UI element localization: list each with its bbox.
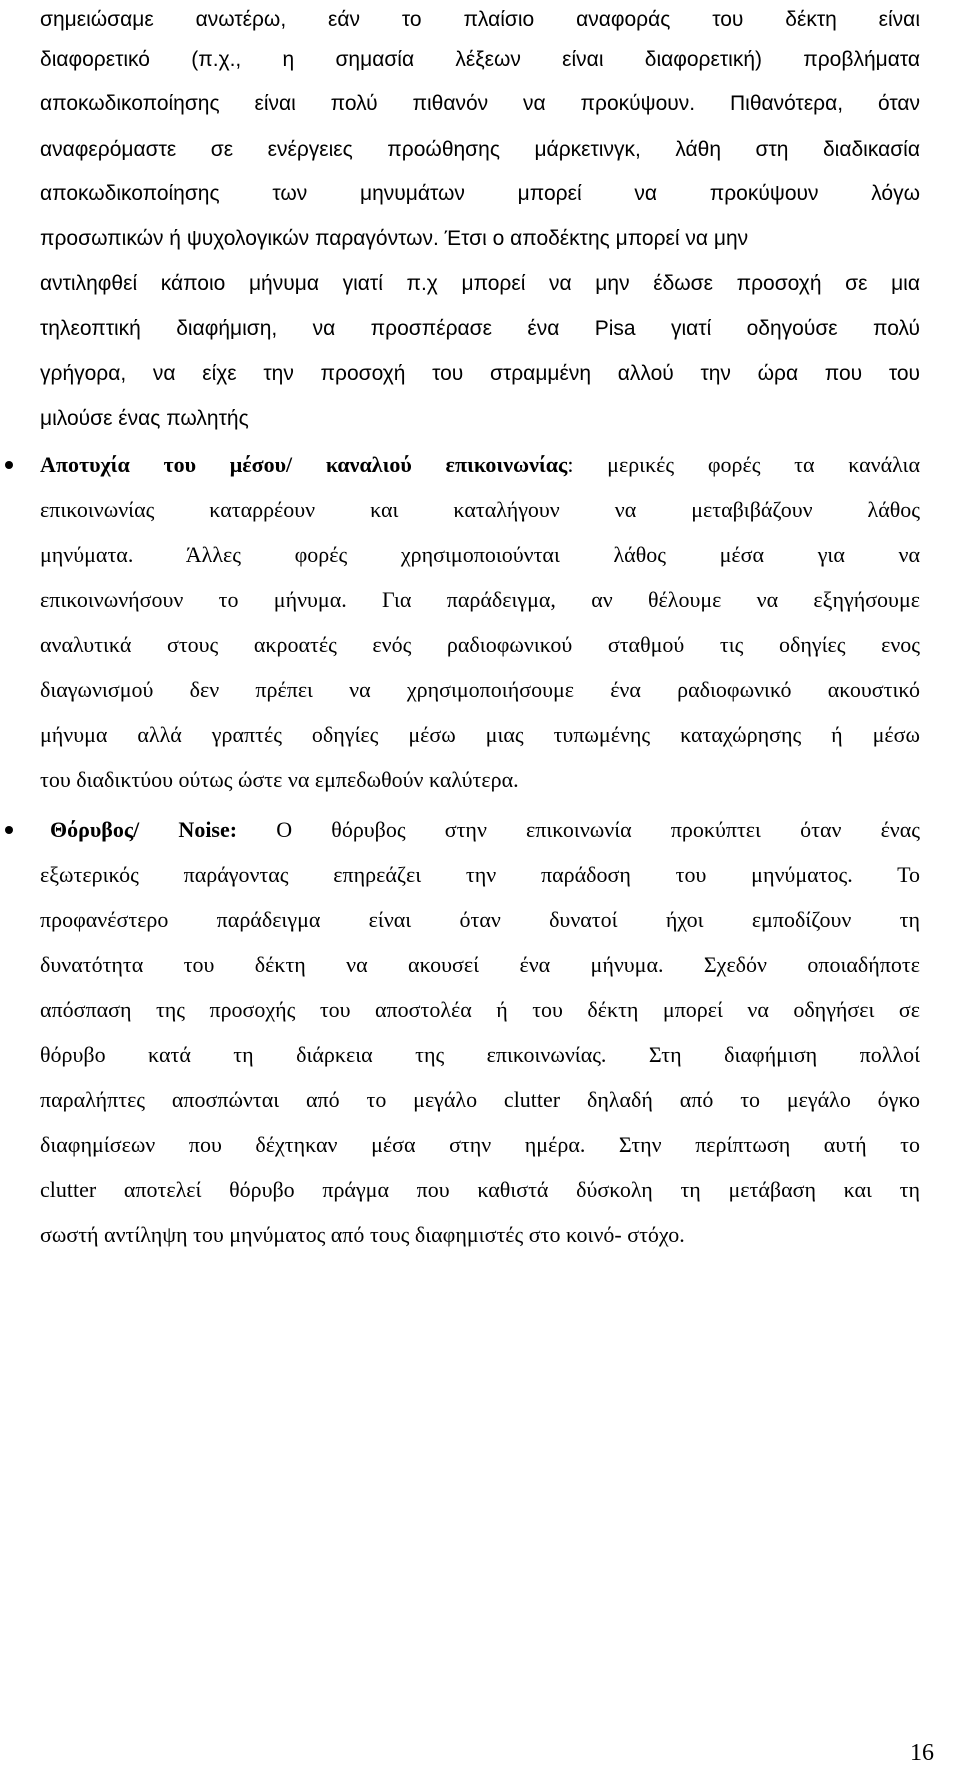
text-line: τηλεοπτική διαφήμιση, να προσπέρασε ένα Pisa γιατί οδηγούσε πολύ: [40, 317, 920, 340]
text-line: προσωπικών ή ψυχολογικών παραγόντων. Έτσι ο αποδέκτης μπορεί να μην: [40, 227, 749, 250]
bullet-heading: Αποτυχία του μέσου/ καναλιού επικοινωνίας: [40, 452, 568, 477]
text-line: αναφερόμαστε σε ενέργειες προώθησης μάρκετινγκ, λάθη στη διαδικασία: [40, 138, 920, 161]
text-line: θόρυβο κατά τη διάρκεια της επικοινωνίας. Στη διαφήμιση πολλοί: [40, 1042, 920, 1067]
text-line: σημειώσαμε ανωτέρω, εάν το πλαίσιο αναφοράς του δέκτη είναι: [40, 8, 920, 31]
bullet-heading-continuation: : μερικές φορές τα κανάλια: [567, 452, 920, 477]
text-line: αναλυτικά στους ακροατές ενός ραδιοφωνικού σταθμού τις οδηγίες ενος: [40, 632, 920, 657]
text-line: αντιληφθεί κάποιο μήνυμα γιατί π.χ μπορεί να μην έδωσε προσοχή σε μια: [40, 272, 920, 295]
page-number: 16: [910, 1740, 934, 1766]
text-line: επικοινωνίας καταρρέουν και καταλήγουν να μεταβιβάζουν λάθος: [40, 497, 920, 522]
text-line: γρήγορα, να είχε την προσοχή του στραμμένη αλλού την ώρα που του: [40, 362, 920, 385]
text-line: διαφορετικό (π.χ., η σημασία λέξεων είναι διαφορετική) προβλήματα: [40, 48, 920, 71]
bullet-icon: [2, 452, 16, 466]
text-line: προφανέστερο παράδειγμα είναι όταν δυνατοί ήχοι εμποδίζουν τη: [40, 907, 920, 932]
text-line: μηνύματα. Άλλες φορές χρησιμοποιούνται λάθος μέσα για να: [40, 542, 920, 567]
bullet-heading: Θόρυβος/ Noise:: [50, 817, 238, 842]
text-line: απόσπαση της προσοχής του αποστολέα ή του δέκτη μπορεί να οδηγήσει σε: [40, 997, 920, 1022]
text-line: διαγωνισμού δεν πρέπει να χρησιμοποιήσουμε ένα ραδιοφωνικό ακουστικό: [40, 677, 920, 702]
text-line: δυνατότητα του δέκτη να ακουσεί ένα μήνυμα. Σχεδόν οποιαδήποτε: [40, 952, 920, 977]
bullet-item-first-line: [40, 452, 920, 479]
text-line: του διαδικτύου ούτως ώστε να εμπεδωθούν καλύτερα.: [40, 767, 519, 792]
text-line: μιλούσε ένας πωλητής: [40, 407, 249, 430]
text-line: εξωτερικός παράγοντας επηρεάζει την παράδοση του μηνύματος. Το: [40, 862, 920, 887]
bullet-heading-continuation: Ο θόρυβος στην επικοινωνία προκύπτει όταν ένας: [237, 817, 920, 842]
bullet-icon: [2, 817, 16, 831]
text-line: διαφημίσεων που δέχτηκαν μέσα στην ημέρα. Στην περίπτωση αυτή το: [40, 1132, 920, 1157]
bullet-item-first-line: [40, 817, 920, 844]
text-line: μήνυμα αλλά γραπτές οδηγίες μέσω μιας τυπωμένης καταχώρησης ή μέσω: [40, 722, 920, 747]
text-line: αποκωδικοποίησης των μηνυμάτων μπορεί να προκύψουν λόγω: [40, 182, 920, 205]
text-line: σωστή αντίληψη του μηνύματος από τους διαφημιστές στο κοινό- στόχο.: [40, 1222, 685, 1247]
text-line: αποκωδικοποίησης είναι πολύ πιθανόν να προκύψουν. Πιθανότερα, όταν: [40, 92, 920, 115]
text-line: επικοινωνήσουν το μήνυμα. Για παράδειγμα, αν θέλουμε να εξηγήσουμε: [40, 587, 920, 612]
text-line: παραλήπτες αποσπώνται από το μεγάλο clutter δηλαδή από το μεγάλο όγκο: [40, 1087, 920, 1112]
text-line: clutter αποτελεί θόρυβο πράγμα που καθιστά δύσκολη τη μετάβαση και τη: [40, 1177, 920, 1202]
